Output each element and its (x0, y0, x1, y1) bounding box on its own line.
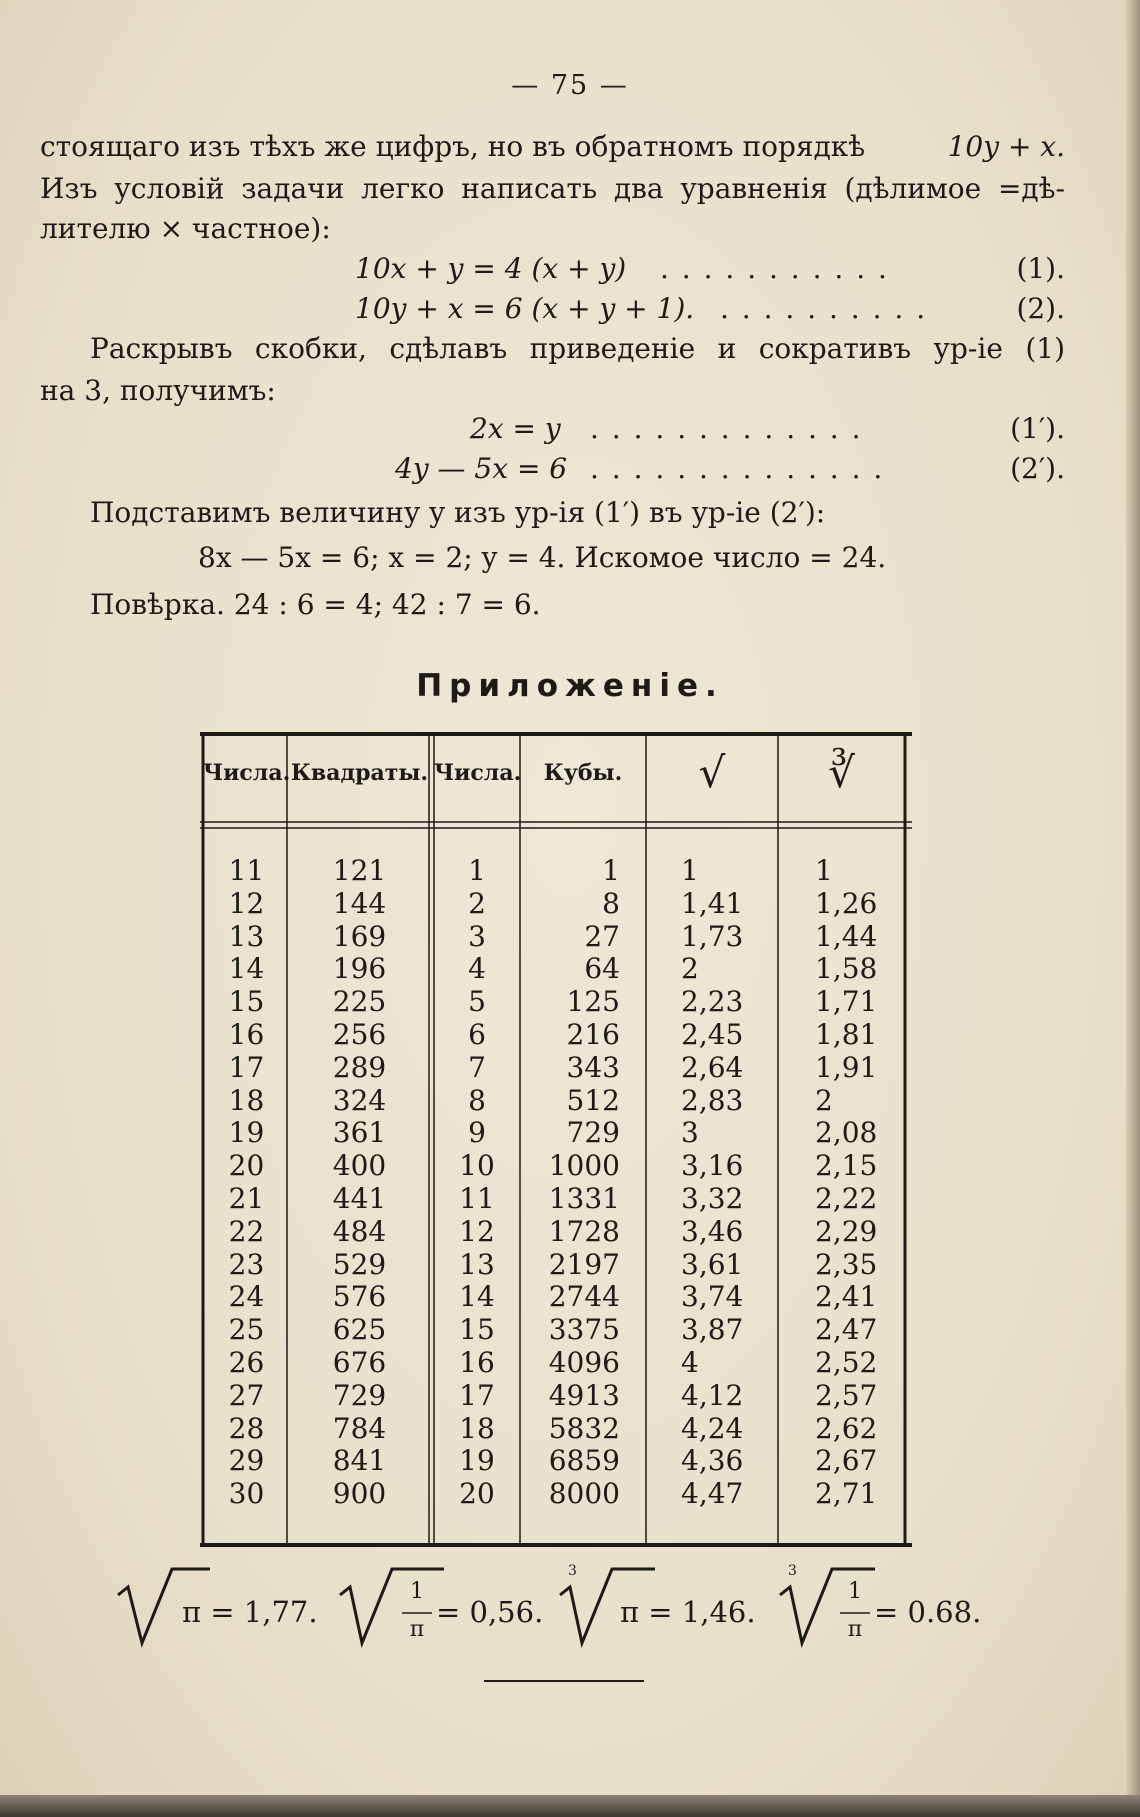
cell-cube: 1000 (548, 1149, 620, 1183)
equation-2-dots: . . . . . . . . . . (720, 292, 928, 325)
appendix-title: Приложеніе. (416, 668, 724, 704)
cell-square: 784 (332, 1411, 387, 1445)
sqrt-inv-pi-denominator: π (409, 1617, 425, 1642)
equation-2-number: (2). (1016, 292, 1065, 325)
cell-cbrt: 2,52 (815, 1346, 878, 1379)
cell-number-2: 5 (468, 985, 486, 1019)
cell-sqrt: 1,73 (681, 919, 744, 953)
cell-sqrt: 3,32 (681, 1182, 744, 1215)
intro-line-1 (40, 130, 1065, 164)
cell-sqrt: 3,16 (681, 1149, 744, 1183)
cell-number-1: 15 (228, 985, 265, 1019)
cell-square: 484 (332, 1214, 387, 1248)
cell-square: 841 (332, 1444, 387, 1478)
cell-number-1: 14 (228, 952, 265, 986)
cell-number-2: 8 (468, 1083, 486, 1117)
page-edge-bottom (0, 1795, 1140, 1817)
cbrt-inv-pi-numerator: 1 (848, 1579, 862, 1604)
cell-cube: 64 (584, 952, 620, 986)
cell-square: 289 (332, 1050, 387, 1084)
cell-number-2: 2 (468, 886, 486, 920)
cell-square: 400 (332, 1149, 387, 1183)
header-cbrt-icon: ∛ (828, 748, 855, 797)
cell-sqrt: 4,12 (681, 1378, 744, 1412)
cell-square: 441 (332, 1182, 387, 1215)
cell-cbrt: 1,71 (815, 985, 878, 1019)
cell-square: 361 (332, 1116, 387, 1150)
cell-cube: 2197 (548, 1247, 620, 1281)
cell-cbrt: 2,15 (815, 1149, 878, 1183)
cell-number-2: 12 (459, 1214, 495, 1248)
equation-1p-dots: . . . . . . . . . . . . . (590, 412, 863, 445)
cell-number-2: 15 (459, 1313, 495, 1347)
cell-cube: 343 (566, 1050, 620, 1084)
cell-cube: 729 (566, 1116, 620, 1150)
cell-sqrt: 3,46 (681, 1214, 744, 1248)
cbrt-index-1: 3 (568, 1563, 577, 1579)
cell-cube: 2744 (548, 1280, 620, 1314)
equation-2p-dots: . . . . . . . . . . . . . . (590, 452, 885, 485)
cell-cube: 3375 (548, 1313, 620, 1347)
cbrt-inv-pi-denominator: π (847, 1617, 863, 1642)
cell-number-1: 13 (228, 919, 265, 953)
cell-sqrt: 2,45 (681, 1018, 744, 1051)
cell-cbrt: 2,08 (815, 1116, 878, 1150)
cell-cbrt: 1,26 (815, 886, 878, 920)
cell-number-1: 19 (228, 1116, 265, 1150)
cell-number-2: 17 (459, 1378, 495, 1412)
cell-number-2: 16 (459, 1346, 495, 1379)
cell-cube: 27 (584, 919, 620, 953)
cell-cbrt: 1,44 (815, 919, 878, 953)
page-number: — 75 — (511, 70, 629, 101)
cell-number-2: 1 (468, 854, 486, 887)
cell-square: 144 (332, 886, 387, 920)
cell-sqrt: 4 (681, 1346, 699, 1379)
cell-square: 529 (332, 1247, 387, 1281)
cbrt-index-2: 3 (788, 1563, 797, 1579)
equation-2p-expr: 4y — 5x = 6 (395, 452, 568, 485)
cell-cube: 1331 (548, 1182, 620, 1215)
page-edge-right (1126, 0, 1140, 1817)
cell-number-2: 3 (468, 919, 486, 953)
cell-square: 900 (332, 1477, 387, 1511)
cell-square: 225 (332, 985, 387, 1019)
cbrt-inv-pi-value: = 0.68. (874, 1595, 982, 1629)
equation-1p-number: (1′). (1010, 412, 1065, 445)
cell-number-1: 20 (228, 1149, 265, 1183)
closing-rule (484, 1680, 644, 1682)
cell-cbrt: 1,81 (815, 1018, 878, 1051)
cell-number-1: 30 (228, 1477, 265, 1511)
cell-square: 729 (332, 1378, 387, 1412)
cell-sqrt: 3,87 (681, 1313, 744, 1347)
cell-number-1: 23 (228, 1247, 265, 1281)
cell-square: 324 (332, 1083, 387, 1117)
cell-cbrt: 2,22 (815, 1182, 878, 1215)
cell-square: 121 (332, 854, 387, 887)
cell-cbrt: 2 (815, 1083, 833, 1117)
cell-cbrt: 2,67 (815, 1444, 878, 1478)
cell-sqrt: 2,83 (681, 1083, 744, 1117)
cell-number-2: 18 (459, 1411, 495, 1445)
cell-square: 169 (332, 919, 387, 953)
cell-cbrt: 2,57 (815, 1378, 878, 1412)
equation-1-number: (1). (1016, 252, 1065, 285)
cell-cbrt: 1,91 (815, 1050, 878, 1084)
cell-number-2: 20 (459, 1477, 495, 1511)
header-squares: Квадраты. (290, 760, 429, 786)
cell-number-2: 11 (459, 1182, 495, 1215)
cell-sqrt: 3,61 (681, 1247, 744, 1281)
cell-square: 625 (332, 1313, 387, 1347)
cell-sqrt: 4,24 (681, 1411, 744, 1445)
cell-number-2: 4 (468, 952, 486, 986)
cell-cube: 5832 (548, 1411, 620, 1445)
intro-line-1-text: стоящаго изъ тѣхъ же цифръ, но въ обратномъ порядкѣ (40, 130, 866, 163)
cbrt-pi-value: π = 1,46. (620, 1595, 756, 1629)
sqrt-inv-pi-numerator: 1 (410, 1579, 424, 1604)
equation-1p-expr: 2x = y (470, 412, 561, 445)
intro-line-3: лителю × частное): (40, 212, 331, 245)
cell-cbrt: 1,58 (815, 952, 878, 986)
cell-number-1: 11 (228, 854, 265, 887)
cell-square: 576 (332, 1280, 387, 1314)
equation-1-dots: . . . . . . . . . . . (660, 252, 889, 285)
cell-number-2: 19 (459, 1444, 495, 1478)
constants-formulas (0, 1565, 1140, 1665)
header-cubes: Кубы. (543, 760, 623, 786)
para3-line-2: 8x — 5x = 6; x = 2; y = 4. Искомое число = 24. (198, 541, 887, 574)
para3-line-3: Повѣрка. 24 : 6 = 4; 42 : 7 = 6. (90, 588, 541, 621)
cell-cube: 1 (602, 854, 620, 887)
cell-sqrt: 1,41 (681, 886, 744, 920)
cell-number-1: 28 (228, 1411, 265, 1445)
cell-number-1: 21 (228, 1182, 265, 1215)
equation-2-expr: 10y + x = 6 (x + y + 1). (355, 292, 695, 325)
header-sqrt-icon: √ (698, 748, 726, 797)
cell-cbrt: 2,29 (815, 1214, 878, 1248)
para2-line-1: Раскрывъ скобки, сдѣлавъ приведеніе и сокративъ ур-іе (1) (90, 332, 1065, 365)
cell-number-2: 9 (468, 1116, 486, 1150)
para3-line-1: Подставимъ величину y изъ ур-ія (1′) въ ур-іе (2′): (90, 496, 826, 529)
cell-cube: 512 (566, 1083, 620, 1117)
cell-number-2: 13 (459, 1247, 495, 1281)
cell-cube: 4913 (548, 1378, 620, 1412)
cell-cbrt: 1 (815, 854, 833, 887)
cell-sqrt: 4,47 (681, 1477, 744, 1511)
cell-sqrt: 2,23 (681, 985, 744, 1019)
cell-cube: 1728 (548, 1214, 620, 1248)
cell-cube: 125 (566, 985, 620, 1019)
para2-line-2: на 3, получимъ: (40, 374, 276, 407)
cell-cube: 216 (566, 1018, 620, 1051)
cell-cbrt: 2,47 (815, 1313, 878, 1347)
cell-cbrt: 2,35 (815, 1247, 878, 1281)
cell-square: 256 (332, 1018, 387, 1051)
cell-sqrt: 3,74 (681, 1280, 744, 1314)
cell-cube: 4096 (548, 1346, 620, 1379)
cell-number-1: 26 (228, 1346, 265, 1379)
cell-cube: 8000 (548, 1477, 620, 1511)
cell-number-1: 25 (228, 1313, 265, 1347)
cell-sqrt: 2,64 (681, 1050, 744, 1084)
equation-2p-number: (2′). (1010, 452, 1065, 485)
header-numbers-2: Числа. (434, 760, 522, 786)
cell-sqrt: 1 (681, 854, 699, 887)
cell-number-1: 16 (228, 1018, 265, 1051)
sqrt-pi-value: π = 1,77. (182, 1595, 318, 1629)
intro-line-2: Изъ условій задачи легко написать два уравненія (дѣлимое =дѣ- (40, 172, 1065, 205)
cell-number-1: 12 (228, 886, 265, 920)
cell-cube: 8 (602, 886, 620, 920)
cell-sqrt: 2 (681, 952, 699, 986)
cell-cbrt: 2,62 (815, 1411, 878, 1445)
cell-number-2: 7 (468, 1050, 486, 1084)
cell-cube: 6859 (548, 1444, 620, 1478)
header-numbers-1: Числа. (203, 760, 291, 786)
cell-sqrt: 3 (681, 1116, 699, 1150)
cell-number-2: 14 (459, 1280, 495, 1314)
cell-number-1: 24 (228, 1280, 265, 1314)
cell-number-1: 29 (228, 1444, 265, 1478)
cell-square: 676 (332, 1346, 387, 1379)
sqrt-inv-pi-value: = 0,56. (436, 1595, 544, 1629)
cell-number-2: 6 (468, 1018, 486, 1051)
cell-square: 196 (332, 952, 387, 986)
cell-number-1: 22 (228, 1214, 265, 1248)
cell-sqrt: 4,36 (681, 1444, 744, 1478)
cell-number-1: 27 (228, 1378, 265, 1412)
cell-number-2: 10 (459, 1149, 495, 1183)
cell-cbrt: 2,41 (815, 1280, 878, 1314)
equation-1-expr: 10x + y = 4 (x + y) (355, 252, 627, 285)
cell-cbrt: 2,71 (815, 1477, 878, 1511)
cell-number-1: 18 (228, 1083, 265, 1117)
intro-line-1-expr: 10y + x. (947, 130, 1065, 163)
cell-number-1: 17 (228, 1050, 265, 1084)
